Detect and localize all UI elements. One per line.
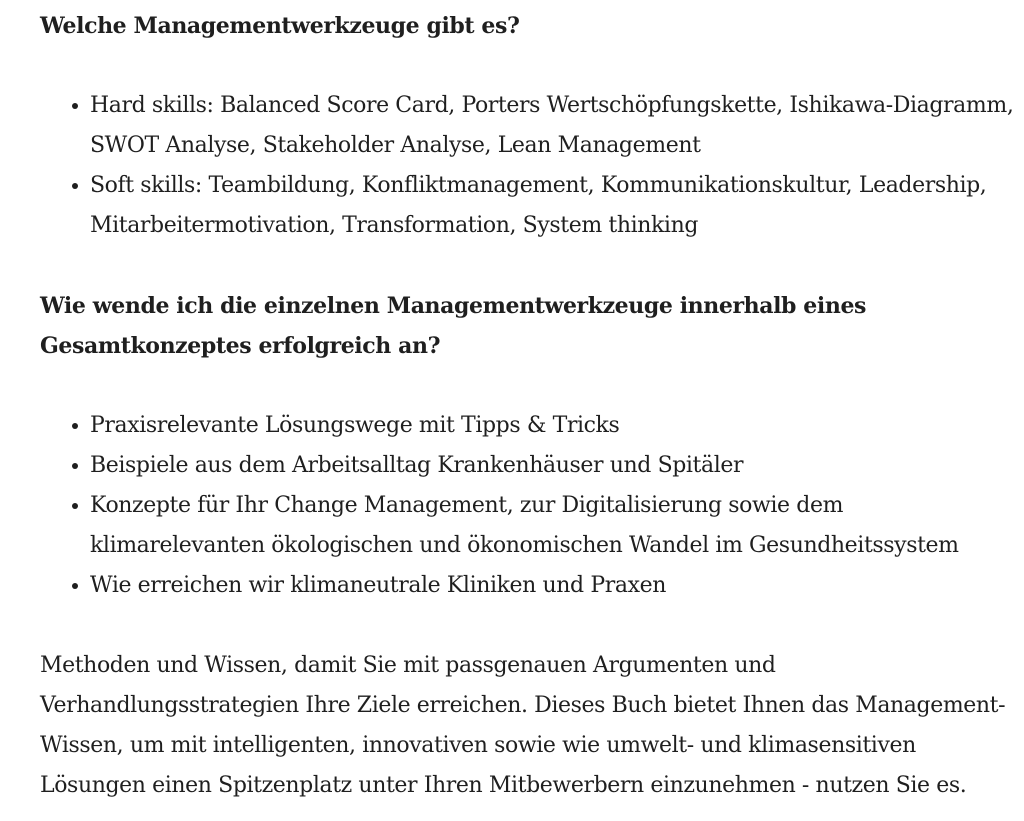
spacer (40, 46, 1016, 86)
list-item-soft-skills: Soft skills: Teambildung, Konfliktmanagement, Kommunikationskultur, Leadership, Mitarbeitermotivation, Transformation, System thinking (90, 166, 1016, 246)
list-item: Konzepte für Ihr Change Management, zur Digitalisierung sowie dem klimarelevanten ökologischen und ökonomischen Wandel im Gesundheitssystem (90, 486, 1016, 566)
spacer (40, 606, 1016, 646)
closing-paragraph: Methoden und Wissen, damit Sie mit passgenauen Argumenten und Verhandlungsstrategien Ihre Ziele erreichen. Dieses Buch bietet Ihnen das Management-Wissen, um mit intelligenten, innovativen sowie wie umwelt- und klimasensitiven Lösungen einen Spitzenplatz unter Ihren Mitbewerbern einzunehmen - nutzen Sie es. (40, 653, 1006, 798)
list-item: Wie erreichen wir klimaneutrale Kliniken und Praxen (90, 566, 1016, 606)
section-heading-tools: Welche Managementwerkzeuge gibt es? (40, 13, 520, 39)
spacer (40, 366, 1016, 406)
article-content (40, 6, 1016, 806)
list-item: Beispiele aus dem Arbeitsalltag Krankenhäuser und Spitäler (90, 446, 1016, 486)
list-item-hard-skills: Hard skills: Balanced Score Card, Porters Wertschöpfungskette, Ishikawa-Diagramm, SWOT Analyse, Stakeholder Analyse, Lean Management (90, 86, 1016, 166)
section-heading-application: Wie wende ich die einzelnen Managementwerkzeuge innerhalb eines Gesamtkonzeptes erfolgreich an? (40, 293, 867, 359)
spacer (40, 246, 1016, 286)
tools-list (40, 86, 1016, 246)
list-item: Praxisrelevante Lösungswege mit Tipps & Tricks (90, 406, 1016, 446)
application-list (40, 406, 1016, 606)
